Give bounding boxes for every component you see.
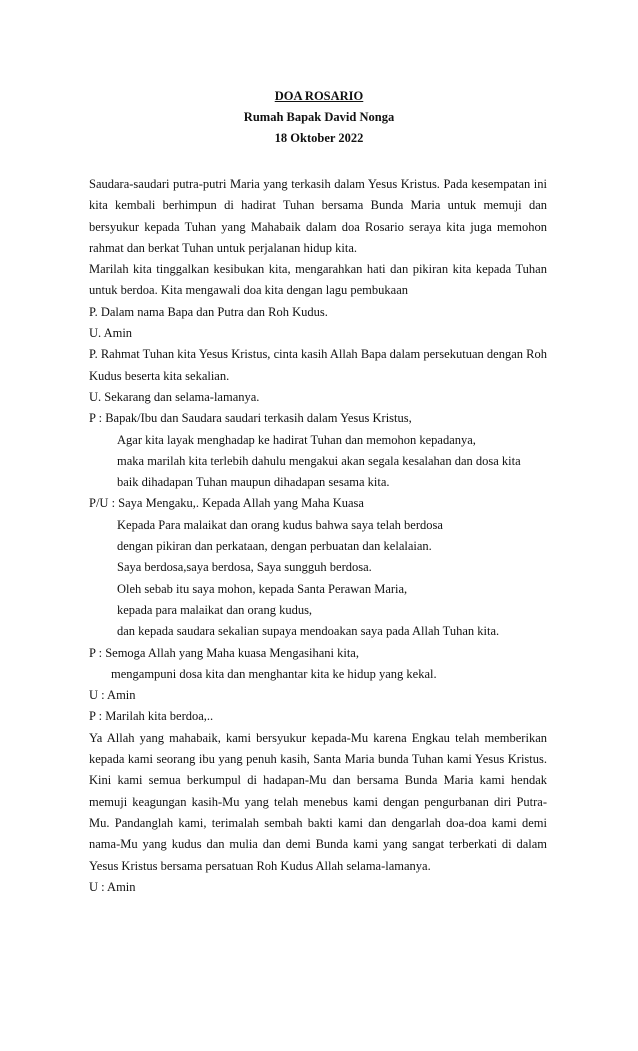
priest-invite-line-2: Agar kita layak menghadap ke hadirat Tuhan dan memohon kepadanya,	[117, 432, 476, 447]
sign-of-cross-line: P. Dalam nama Bapa dan Putra dan Roh Kudus.	[89, 304, 328, 319]
confiteor-line-4: Saya berdosa,saya berdosa, Saya sungguh berdosa.	[117, 560, 372, 575]
confiteor-line-7: dan kepada saudara sekalian supaya mendoakan saya pada Allah Tuhan kita.	[117, 624, 500, 639]
confiteor-line-6: kepada para malaikat dan orang kudus,	[117, 602, 313, 617]
confiteor-line-1: P/U : Saya Mengaku,. Kepada Allah yang Maha Kuasa	[89, 496, 364, 511]
document-title: DOA ROSARIO	[274, 89, 364, 103]
opening-prayer-paragraph: Ya Allah yang mahabaik, kami bersyukur kepada-Mu karena Engkau telah memberikan kepada kami seorang ibu yang penuh kasih, Santa Maria bunda Tuhan kami Yesus Kristus. Kini kami semua berkumpul di hadapan-Mu dan bersama Bunda Maria kami hendak memuji keagungan kasih-Mu yang telah menebus kami dengan pengurbanan diri Putra-Mu. Pandanglah kami, terimalah sembah bakti kami dan dengarlah doa-doa kami demi nama-Mu yang kudus dan mulia dan demi Bunda kami yang sangat terberkati di dalam Yesus Kristus bersama persatuan Roh Kudus Allah selama-lamanya.	[89, 730, 547, 873]
greeting-response: U. Sekarang dan selama-lamanya.	[89, 389, 260, 404]
priest-invite-line-4: baik dihadapan Tuhan maupun dihadapan sesama kita.	[117, 475, 390, 490]
document-subtitle: Rumah Bapak David Nonga	[243, 110, 395, 124]
document-header	[0, 86, 638, 149]
intro-paragraph: Saudara-saudari putra-putri Maria yang terkasih dalam Yesus Kristus. Pada kesempatan ini kita kembali berhimpun di hadirat Tuhan bersama Bunda Maria untuk memuji dan bersyukur kepada Tuhan yang Mahabaik dalam doa Rosario seraya kita juga memohon rahmat dan berkat Tuhan untuk perjalanan hidup kita.	[89, 177, 547, 255]
priest-invite-line-1: P : Bapak/Ibu dan Saudara saudari terkasih dalam Yesus Kristus,	[89, 411, 412, 426]
absolution-line-1: P : Semoga Allah yang Maha kuasa Mengasihani kita,	[89, 645, 359, 660]
let-us-pray-line: P : Marilah kita berdoa,..	[89, 709, 214, 724]
amen-response-2: U : Amin	[89, 688, 136, 703]
document-date: 18 Oktober 2022	[274, 131, 364, 145]
amen-response-1: U. Amin	[89, 326, 133, 341]
document-body	[89, 174, 547, 898]
confiteor-line-5: Oleh sebab itu saya mohon, kepada Santa Perawan Maria,	[117, 581, 408, 596]
priest-invite-line-3: maka marilah kita terlebih dahulu mengakui akan segala kesalahan dan dosa kita	[117, 453, 521, 468]
amen-response-3: U : Amin	[89, 879, 136, 894]
confiteor-line-2: Kepada Para malaikat dan orang kudus bahwa saya telah berdosa	[117, 517, 443, 532]
confiteor-line-3: dengan pikiran dan perkataan, dengan perbuatan dan kelalaian.	[117, 539, 432, 554]
invite-paragraph: Marilah kita tinggalkan kesibukan kita, mengarahkan hati dan pikiran kita kepada Tuhan untuk berdoa. Kita mengawali doa kita dengan lagu pembukaan	[89, 262, 547, 298]
absolution-line-2: mengampuni dosa kita dan menghantar kita ke hidup yang kekal.	[111, 666, 437, 681]
greeting-paragraph: P. Rahmat Tuhan kita Yesus Kristus, cinta kasih Allah Bapa dalam persekutuan dengan Roh Kudus beserta kita sekalian.	[89, 347, 547, 383]
